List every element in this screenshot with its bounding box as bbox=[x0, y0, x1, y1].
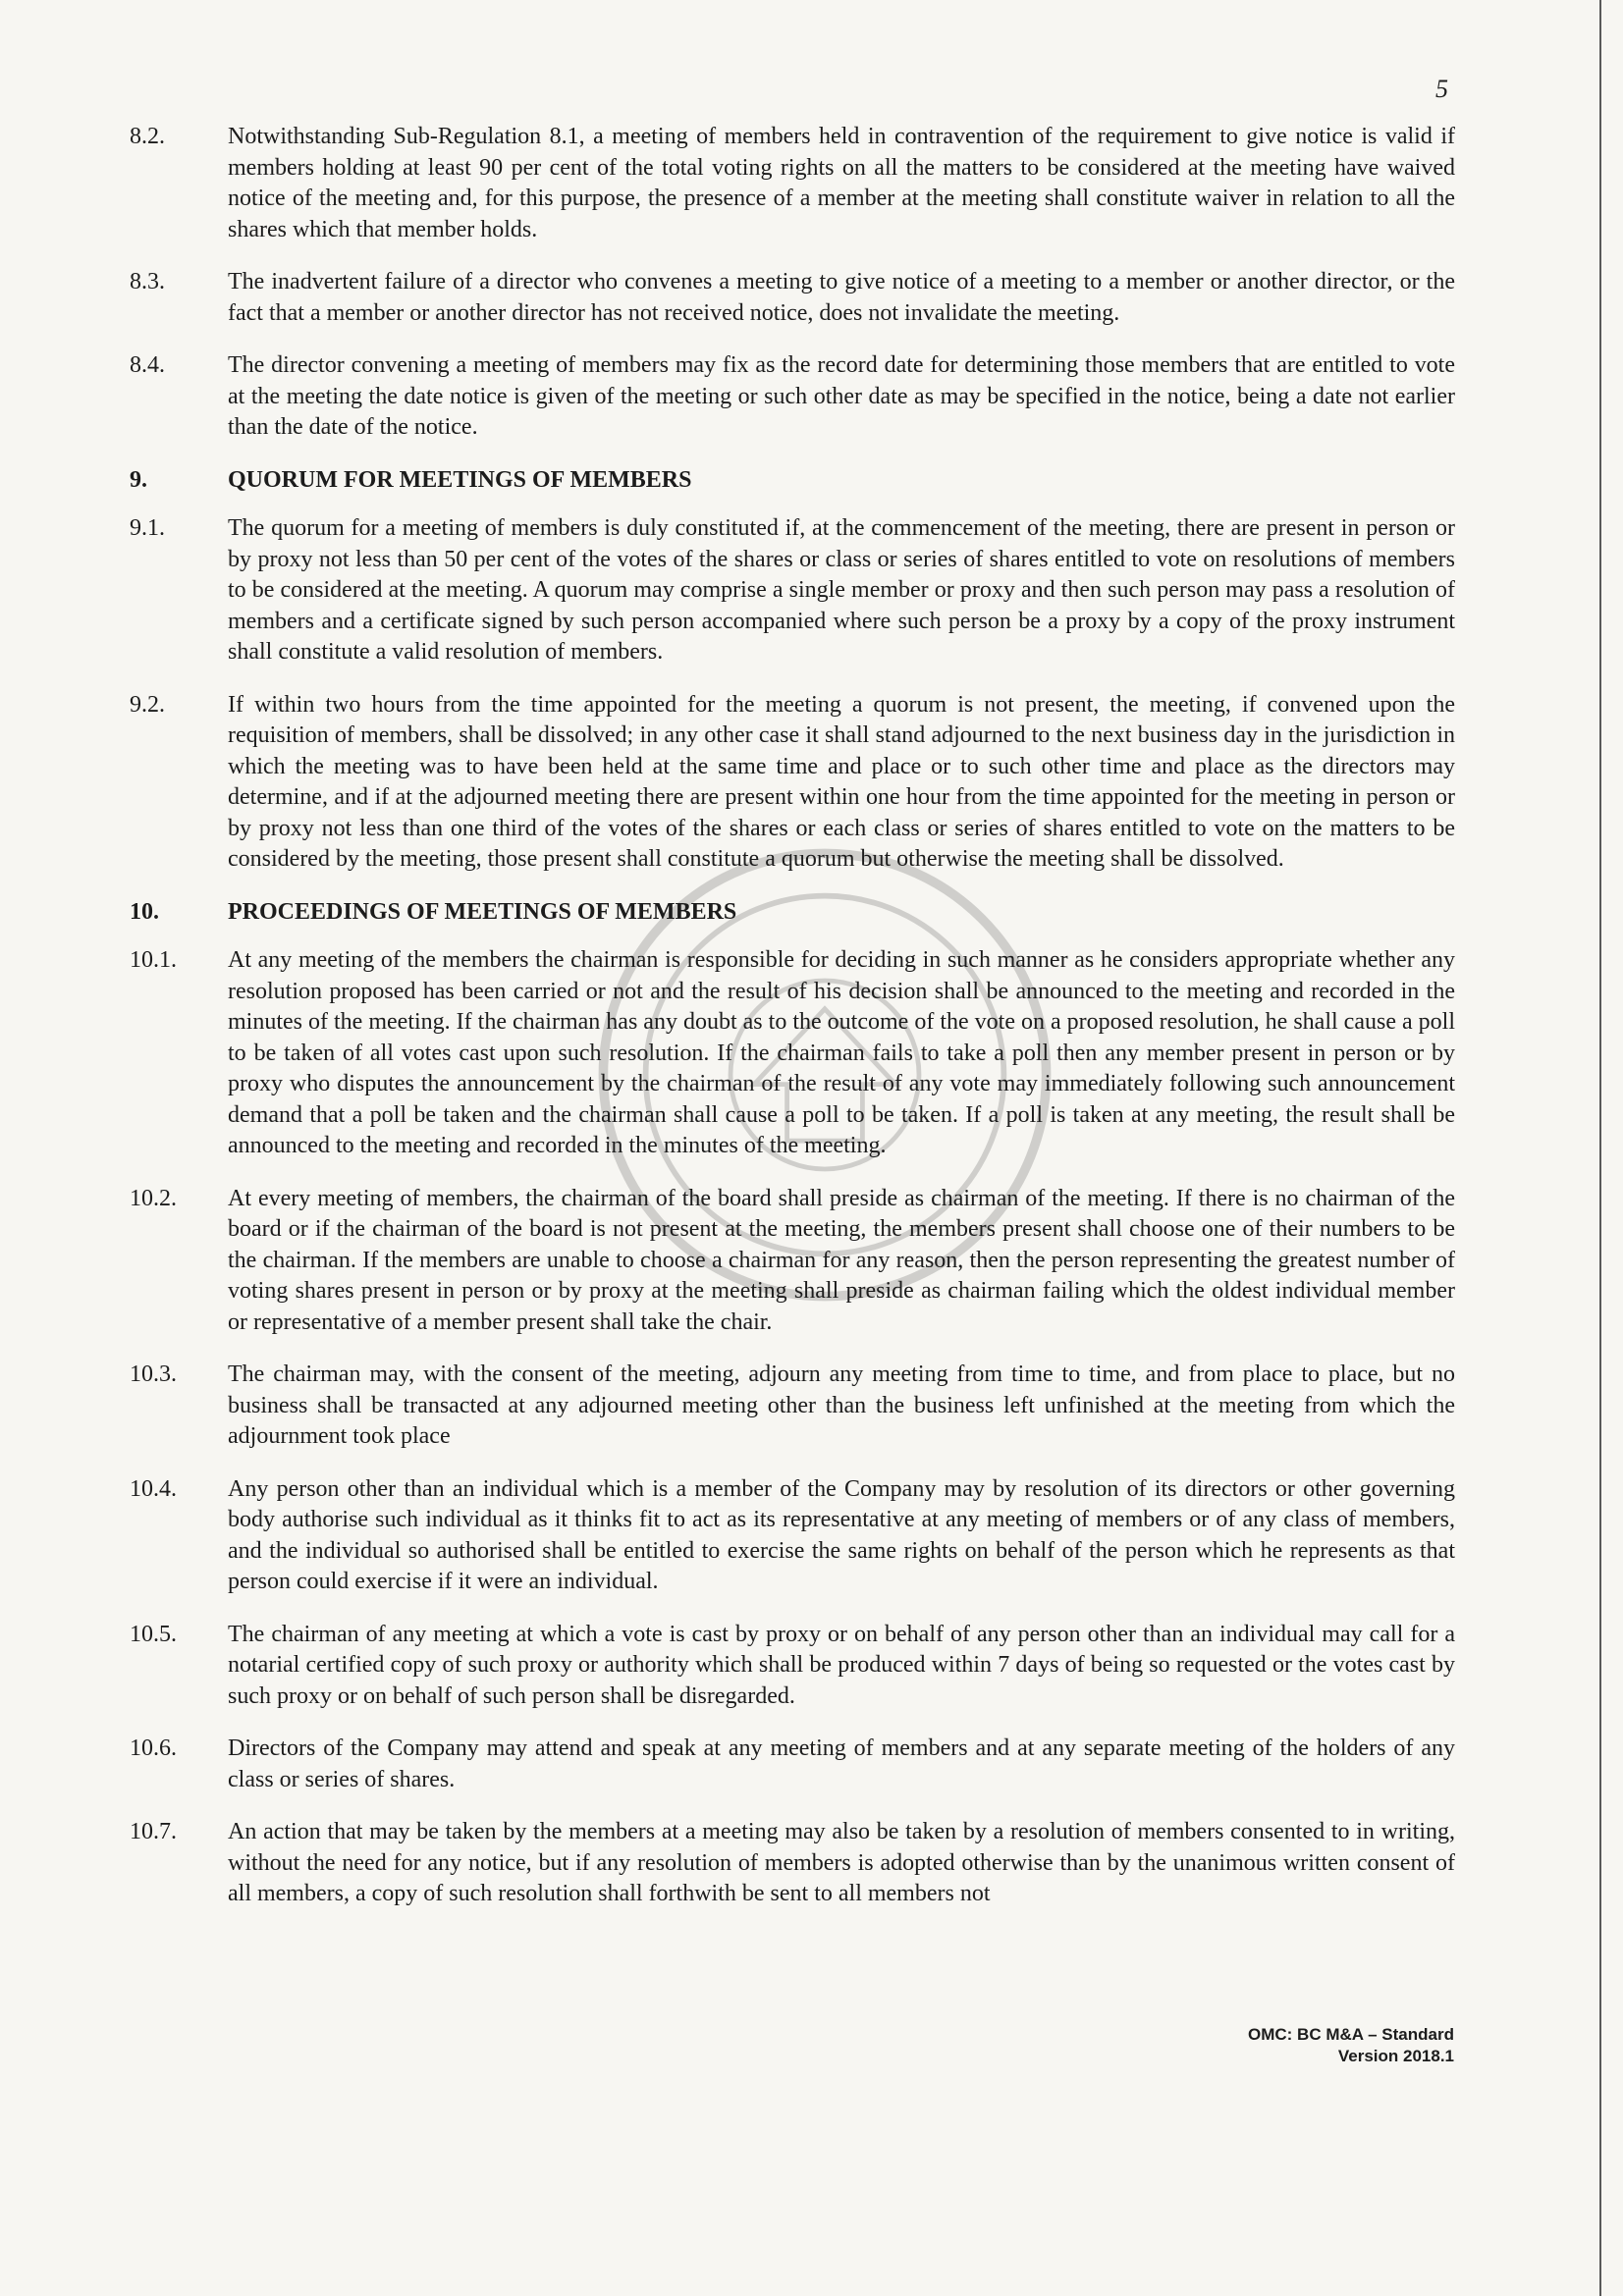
clause-number: 10.3. bbox=[130, 1362, 177, 1387]
clause-text: At any meeting of the members the chairman is responsible for deciding in such manner as he considers appropriate whether any resolution proposed has been carried or not and the result of his decision shall be announced to the meeting and recorded in the minutes of the meeting. If the chairman has any doubt as to the outcome of the vote on a proposed resolution, he shall cause a poll to be taken of all votes cast upon such resolution. If the chairman fails to take a poll then any member present in person or by proxy who disputes the announcement by the chairman of the result of any vote may immediately following such announcement demand that a poll be taken and the chairman shall cause a poll to be taken. If a poll is taken at any meeting, the result shall be announced to the meeting and recorded in the minutes of the meeting. bbox=[228, 947, 1455, 1158]
document-footer bbox=[1248, 2024, 1454, 2067]
clause-text: If within two hours from the time appointed for the meeting a quorum is not present, the meeting, if convened upon the requisition of members, shall be dissolved; in any other case it shall stand adjourned to the next business day in the jurisdiction in which the meeting was to have been held at the same time and place or to such other time and place as the directors may determine, and if at the adjourned meeting there are present within one hour from the time appointed for the meeting in person or by proxy not less than one third of the votes of the shares or each class or series of shares entitled to vote on the matters to be considered by the meeting, those present shall constitute a quorum but otherwise the meeting shall be dissolved. bbox=[228, 691, 1455, 872]
footer-version: Version 2018.1 bbox=[1337, 2047, 1454, 2065]
clause-text: An action that may be taken by the members at a meeting may also be taken by a resolution of members consented to in writing, without the need for any notice, but if any resolution of members is adopted otherwise than by the unanimous written consent of all members, a copy of such resolution shall forthwith be sent to all members not bbox=[228, 1819, 1455, 1906]
clause-text: Notwithstanding Sub-Regulation 8.1, a meeting of members held in contravention of the requirement to give notice is valid if members holding at least 90 per cent of the total voting rights on all the matters to be considered at the meeting have waived notice of the meeting and, for this purpose, the presence of a member at the meeting shall constitute waiver in relation to all the shares which that member holds. bbox=[228, 124, 1455, 242]
clause bbox=[130, 1734, 1455, 1795]
clause-text: The inadvertent failure of a director who convenes a meeting to give notice of a meeting to a member or another director, or the fact that a member or another director has not received notice, does not invalidate the meeting. bbox=[228, 269, 1455, 326]
section-heading bbox=[130, 897, 1455, 929]
clause-number: 8.3. bbox=[130, 269, 165, 294]
clause bbox=[130, 1184, 1455, 1339]
clause-number: 10.6. bbox=[130, 1735, 177, 1761]
clause-text: The quorum for a meeting of members is duly constituted if, at the commencement of the meeting, there are present in person or by proxy not less than 50 per cent of the votes of the shares or class or series of shares entitled to vote on resolutions of members to be considered at the meeting. A quorum may comprise a single member or proxy and then such person may pass a resolution of members and a certificate signed by such person accompanied where such person be a proxy by a copy of the proxy instrument shall constitute a valid resolution of members. bbox=[228, 515, 1455, 665]
page-number: 5 bbox=[1435, 75, 1448, 103]
clause bbox=[130, 350, 1455, 444]
section-title: PROCEEDINGS OF MEETINGS OF MEMBERS bbox=[228, 898, 737, 925]
clause bbox=[130, 513, 1455, 668]
clause-text: The director convening a meeting of members may fix as the record date for determining those members that are entitled to vote at the meeting the date notice is given of the meeting or such other date as may be specified in the notice, being a date not earlier than the date of the notice. bbox=[228, 352, 1455, 440]
section-heading bbox=[130, 465, 1455, 497]
document-body bbox=[130, 122, 1455, 1932]
clause bbox=[130, 122, 1455, 245]
clause bbox=[130, 1817, 1455, 1910]
clause-number: 10.1. bbox=[130, 947, 177, 973]
clause-number: 9.2. bbox=[130, 691, 165, 718]
footer-form-code: OMC: BC M&A – Standard bbox=[1248, 2025, 1454, 2044]
clause-number: 10.5. bbox=[130, 1621, 177, 1647]
clause bbox=[130, 1360, 1455, 1453]
clause-number: 10.7. bbox=[130, 1819, 177, 1844]
clause-number: 9. bbox=[130, 466, 147, 493]
clause-number: 10.4. bbox=[130, 1475, 177, 1502]
clause-number: 9.1. bbox=[130, 515, 165, 541]
clause bbox=[130, 945, 1455, 1162]
clause-number: 10. bbox=[130, 898, 159, 925]
clause-number: 8.2. bbox=[130, 124, 165, 149]
clause-number: 8.4. bbox=[130, 352, 165, 378]
clause bbox=[130, 690, 1455, 876]
clause-number: 10.2. bbox=[130, 1185, 177, 1211]
page-edge bbox=[1599, 0, 1601, 2296]
clause bbox=[130, 1620, 1455, 1713]
clause-text: At every meeting of members, the chairman of the board shall preside as chairman of the meeting. If there is no chairman of the board or if the chairman of the board is not present at the meeting, the members present shall choose one of their numbers to be the chairman. If the members are unable to choose a chairman for any reason, then the person representing the greatest number of voting shares present in person or by proxy at the meeting shall preside as chairman failing which the oldest individual member or representative of a member present shall take the chair. bbox=[228, 1185, 1455, 1335]
clause-text: Any person other than an individual which is a member of the Company may by resolution of its directors or other governing body authorise such individual as it thinks fit to act as its representative at any meeting of members or of any class of members, and the individual so authorised shall be entitled to exercise the same rights on behalf of the person which he represents as that person could exercise if it were an individual. bbox=[228, 1475, 1455, 1594]
clause-text: The chairman may, with the consent of the meeting, adjourn any meeting from time to time, and from place to place, but no business shall be transacted at any adjourned meeting other than the business left unfinished at the meeting from which the adjournment took place bbox=[228, 1362, 1455, 1449]
section-title: QUORUM FOR MEETINGS OF MEMBERS bbox=[228, 466, 692, 493]
clause bbox=[130, 267, 1455, 329]
clause bbox=[130, 1474, 1455, 1598]
clause-text: The chairman of any meeting at which a vote is cast by proxy or on behalf of any person other than an individual may call for a notarial certified copy of such proxy or authority which shall be produced within 7 days of being so requested or the votes cast by such proxy or on behalf of such person shall be disregarded. bbox=[228, 1621, 1455, 1709]
clause-text: Directors of the Company may attend and speak at any meeting of members and at any separate meeting of the holders of any class or series of shares. bbox=[228, 1735, 1455, 1792]
